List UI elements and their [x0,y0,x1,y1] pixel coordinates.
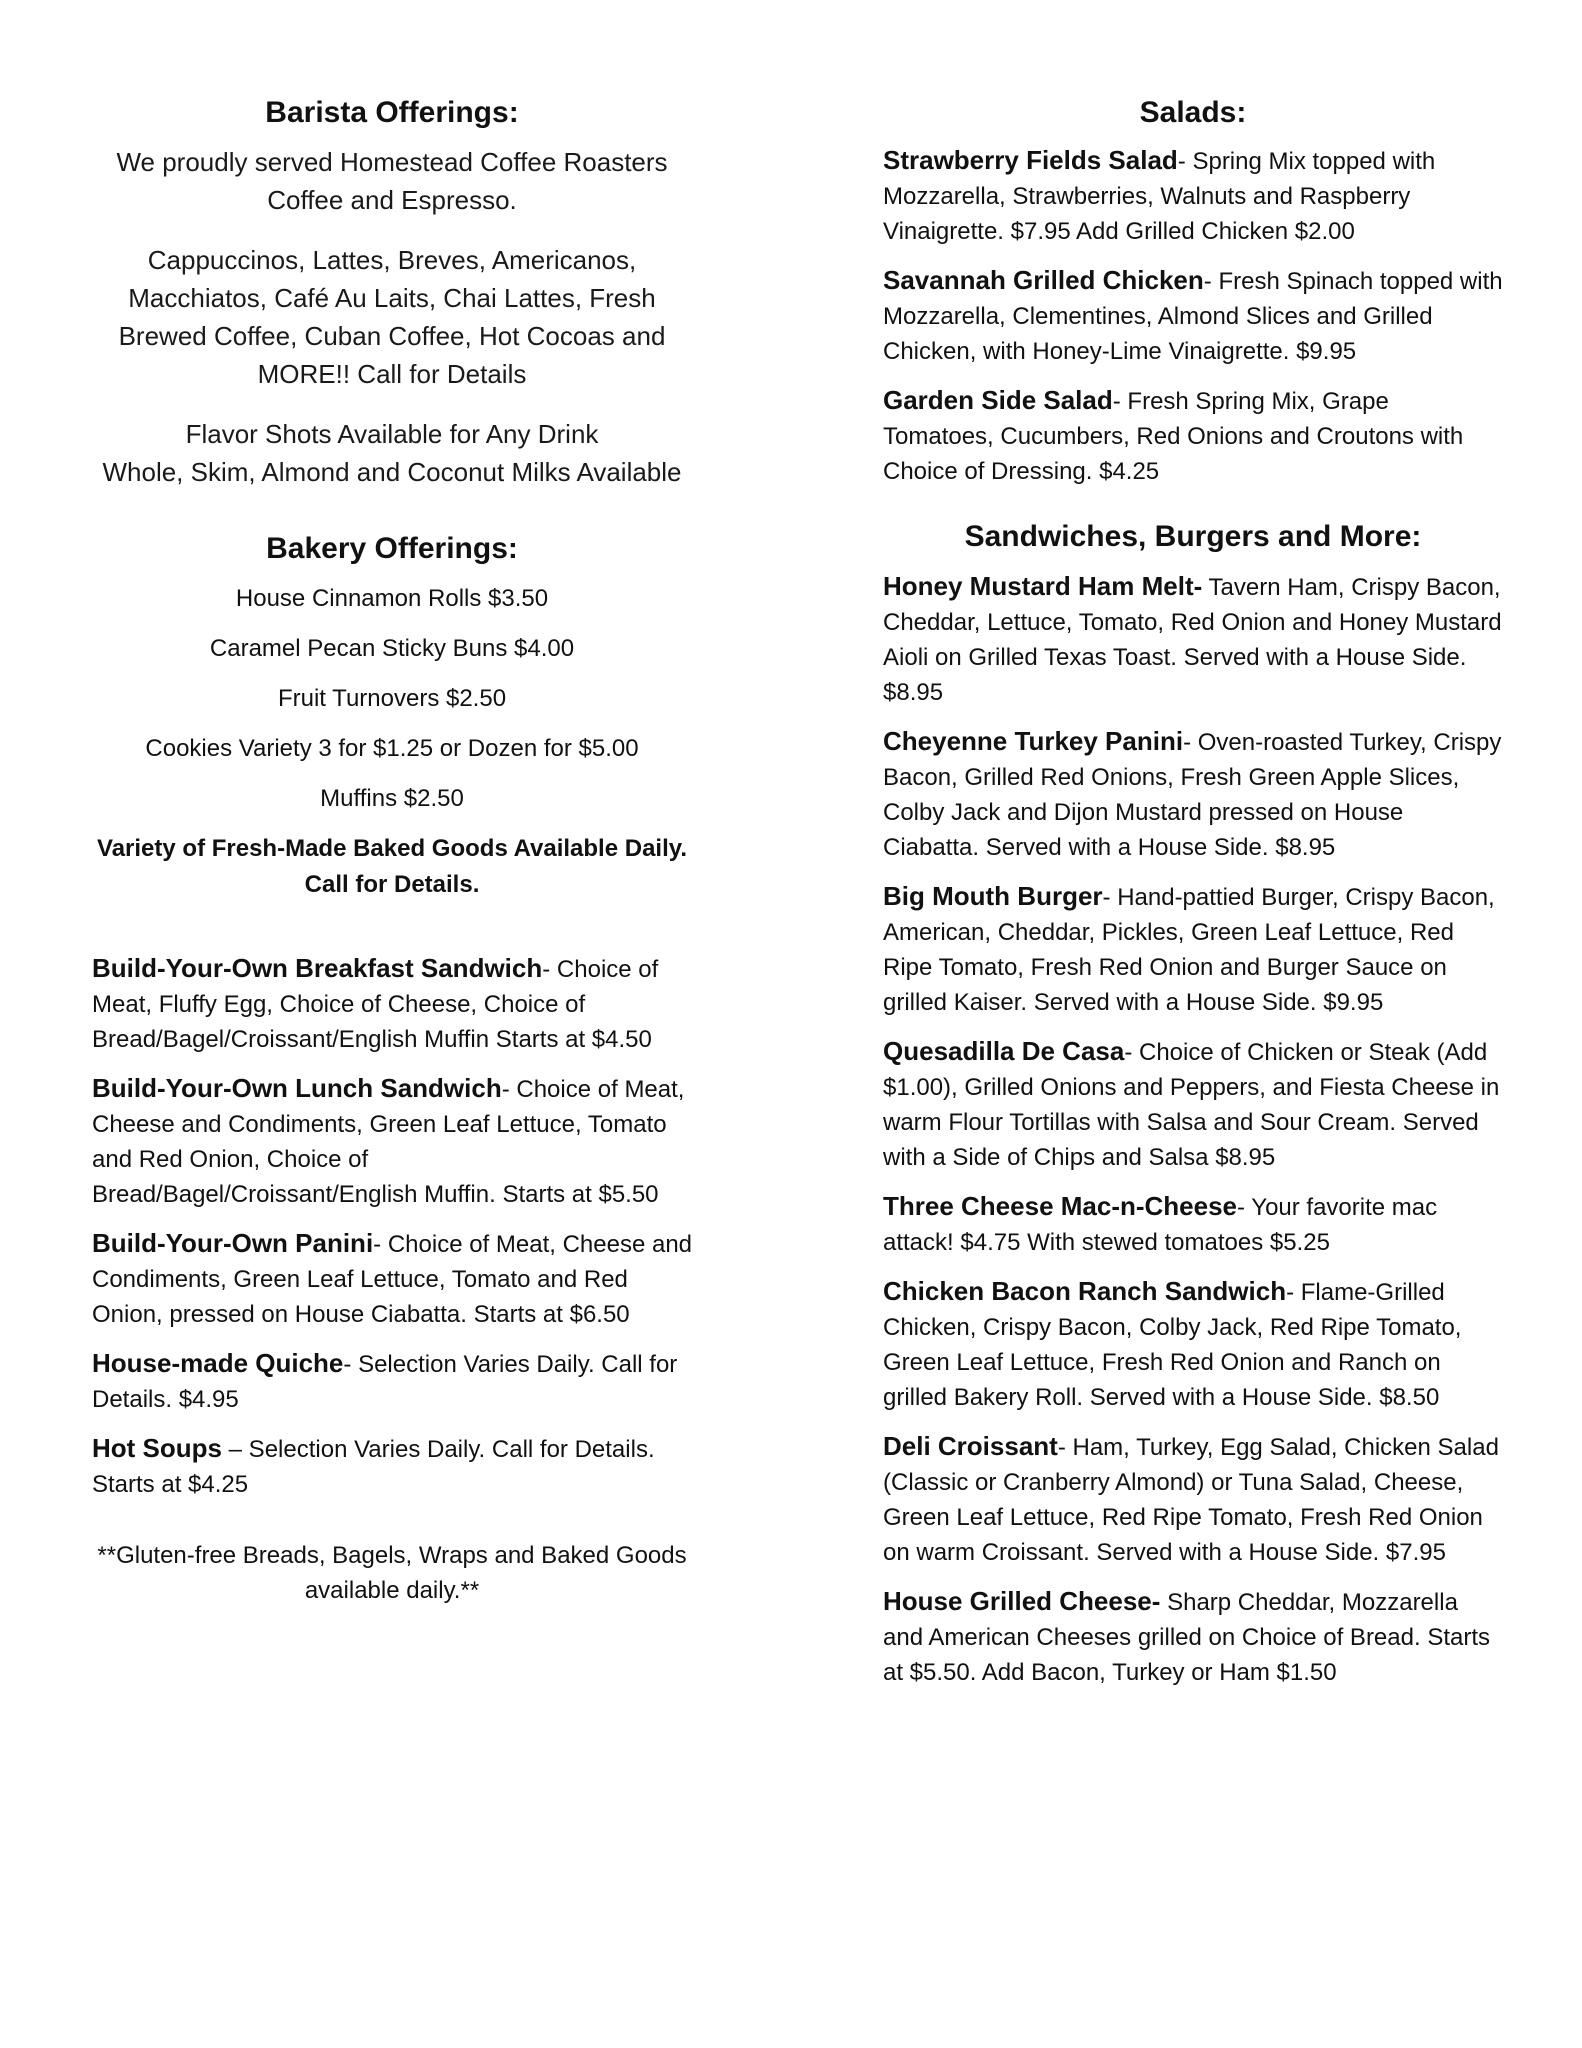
item-name: Build-Your-Own Panini [92,1228,374,1258]
item-desc: - Ham, Turkey, Egg Salad, Chicken Salad (Classic or Cranberry Almond) or Tuna Salad, Cheese, Green Leaf Lettuce, Red Ripe Tomato, Fresh Red Onion on warm Croissant. Served with a House Side. $7.95 [883,1434,1499,1566]
menu-item [883,569,1503,710]
bakery-item: Cookies Variety 3 for $1.25 or Dozen for $5.00 [145,735,639,762]
item-name: Chicken Bacon Ranch Sandwich [883,1276,1287,1306]
item-name: Quesadilla De Casa [883,1036,1125,1066]
item-desc: Sharp Cheddar, Mozzarella and American Cheeses grilled on Choice of Bread. Starts at $5.50. Add Bacon, Turkey or Ham $1.50 [883,1589,1490,1686]
item-desc: - Hand-pattied Burger, Crispy Bacon, American, Cheddar, Pickles, Green Leaf Lettuce, Red Ripe Tomato, Fresh Red Onion and Burger Sauce on grilled Kaiser. Served with a House Side. $9.95 [883,884,1495,1016]
item-name: Hot Soups [92,1433,222,1463]
barista-flavor: Flavor Shots Available for Any Drink [185,419,599,449]
item-desc: - Fresh Spinach topped with Mozzarella, Clementines, Almond Slices and Grilled Chicken, with Honey-Lime Vinaigrette. $9.95 [883,268,1503,365]
item-desc: - Your favorite mac attack! $4.75 With stewed tomatoes $5.25 [883,1194,1438,1256]
bakery-item: Fruit Turnovers $2.50 [277,685,507,712]
menu-item [92,1346,692,1417]
item-desc: – Selection Varies Daily. Call for Details. Starts at $4.25 [92,1436,655,1498]
menu-item [883,383,1503,489]
bakery-title: Bakery Offerings: [266,532,518,565]
item-name: Build-Your-Own Lunch Sandwich [92,1073,502,1103]
barista-drinks: Cappuccinos, Lattes, Breves, Americanos, Macchiatos, Café Au Laits, Chai Lattes, Fresh Brewed Coffee, Cuban Coffee, Hot Cocoas and MORE!! Call for Details [118,245,666,389]
item-name: Strawberry Fields Salad [883,145,1178,175]
bakery-item: House Cinnamon Rolls $3.50 [235,585,549,612]
item-name: Three Cheese Mac-n-Cheese [883,1191,1238,1221]
menu-item [883,1429,1503,1570]
item-desc: Tavern Ham, Crispy Bacon, Cheddar, Lettuce, Tomato, Red Onion and Honey Mustard Aioli on Grilled Texas Toast. Served with a House Side. $8.95 [883,574,1502,706]
menu-item [883,1584,1503,1690]
menu-item [883,263,1503,369]
salads-title: Salads: [1139,96,1247,129]
bakery-item: Caramel Pecan Sticky Buns $4.00 [209,635,575,662]
item-desc: - Oven-roasted Turkey, Crispy Bacon, Grilled Red Onions, Fresh Green Apple Slices, Colby Jack and Dijon Mustard pressed on House Ciabatta. Served with a House Side. $8.95 [883,729,1502,861]
item-name: Savannah Grilled Chicken [883,265,1204,295]
menu-item [92,1226,692,1332]
item-desc: - Choice of Meat, Fluffy Egg, Choice of Cheese, Choice of Bread/Bagel/Croissant/English Muffin Starts at $4.50 [92,956,659,1053]
bakery-item: Muffins $2.50 [320,785,464,812]
item-desc: - Flame-Grilled Chicken, Crispy Bacon, Colby Jack, Red Ripe Tomato, Green Leaf Lettuce, Fresh Red Onion and Ranch on grilled Bakery Roll. Served with a House Side. $8.50 [883,1279,1462,1411]
item-desc: - Choice of Meat, Cheese and Condiments, Green Leaf Lettuce, Tomato and Red Onion, pressed on House Ciabatta. Starts at $6.50 [92,1231,693,1328]
barista-milks: Whole, Skim, Almond and Coconut Milks Available [102,457,682,487]
item-name: Deli Croissant [883,1431,1058,1461]
menu-item [92,1071,692,1212]
item-name: Honey Mustard Ham Melt- [883,571,1203,601]
item-desc: - Choice of Meat, Cheese and Condiments, Green Leaf Lettuce, Tomato and Red Onion, Choice of Bread/Bagel/Croissant/English Muffin. Starts at $5.50 [92,1076,685,1208]
item-desc: - Selection Varies Daily. Call for Details. $4.95 [92,1351,678,1413]
item-name: Garden Side Salad [883,385,1113,415]
gluten-free-note: **Gluten-free Breads, Bagels, Wraps and Baked Goods available daily.** [97,1542,687,1604]
menu-item [883,724,1503,865]
item-name: House-made Quiche [92,1348,344,1378]
item-name: Cheyenne Turkey Panini [883,726,1184,756]
item-desc: - Spring Mix topped with Mozzarella, Strawberries, Walnuts and Raspberry Vinaigrette. $7.95 Add Grilled Chicken $2.00 [883,148,1436,245]
barista-intro: We proudly served Homestead Coffee Roasters Coffee and Espresso. [116,147,668,215]
item-desc: - Choice of Chicken or Steak (Add $1.00), Grilled Onions and Peppers, and Fiesta Cheese in warm Flour Tortillas with Salsa and Sour Cream. Served with a Side of Chips and Salsa $8.95 [883,1039,1500,1171]
barista-title: Barista Offerings: [265,96,519,129]
bakery-note: Variety of Fresh-Made Baked Goods Available Daily. Call for Details. [97,835,687,898]
menu-item [883,1189,1503,1260]
menu-item [883,1274,1503,1415]
item-name: Big Mouth Burger [883,881,1103,911]
item-name: House Grilled Cheese- [883,1586,1161,1616]
menu-item [883,1034,1503,1175]
left-column [92,95,692,1608]
menu-item [92,951,692,1057]
menu-item [883,879,1503,1020]
right-column [883,95,1503,1704]
item-desc: - Fresh Spring Mix, Grape Tomatoes, Cucumbers, Red Onions and Croutons with Choice of Dressing. $4.25 [883,388,1464,485]
item-name: Build-Your-Own Breakfast Sandwich [92,953,543,983]
menu-item [92,1431,692,1502]
sandwiches-title: Sandwiches, Burgers and More: [964,520,1422,553]
menu-item [883,143,1503,249]
